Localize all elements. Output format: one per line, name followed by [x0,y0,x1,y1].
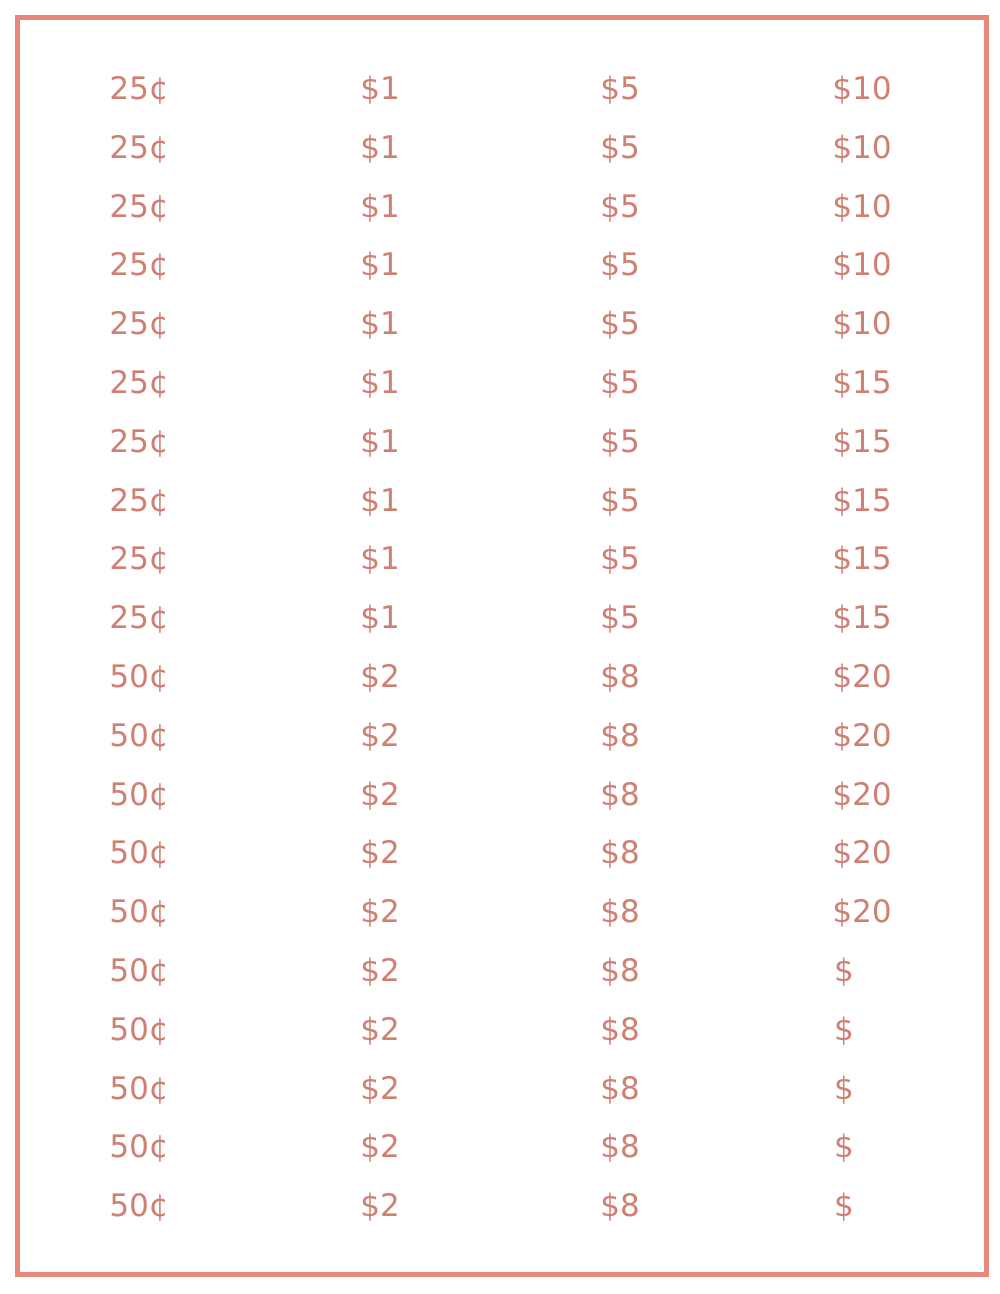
amount-row [0,824,1000,883]
amount-cell: 25¢ [109,541,169,578]
amount-cell: 25¢ [109,247,169,284]
amount-cell: $8 [600,952,640,989]
amount-cell: $ [834,1011,854,1048]
amount-cell: $5 [600,423,640,460]
amount-cell: $1 [360,247,400,284]
amount-row [0,472,1000,531]
amount-cell: $5 [600,71,640,107]
amount-cell: $5 [600,600,640,637]
amount-cell: $1 [360,71,400,107]
amount-cell: 25¢ [109,364,169,401]
amount-cell: 25¢ [109,129,169,166]
amount-cell: $2 [360,894,400,931]
amount-grid [0,60,1000,1236]
amount-cell: 50¢ [109,894,169,931]
amount-cell: 25¢ [109,188,169,225]
amount-cell: $2 [360,1011,400,1048]
amount-cell: $1 [360,541,400,578]
amount-cell: $5 [600,306,640,343]
amount-row [0,236,1000,295]
amount-row [0,942,1000,1001]
amount-cell: 25¢ [109,306,169,343]
amount-row [0,707,1000,766]
amount-cell: $ [834,1188,854,1225]
amount-row [0,589,1000,648]
amount-cell: $8 [600,1070,640,1107]
amount-row [0,883,1000,942]
amount-row [0,648,1000,707]
amount-cell: $20 [832,835,892,872]
amount-cell: $8 [600,1011,640,1048]
amount-cell: $20 [832,894,892,931]
amount-cell: $2 [360,1188,400,1225]
amount-cell: $5 [600,247,640,284]
amount-cell: $8 [600,1129,640,1166]
amount-cell: $5 [600,541,640,578]
amount-cell: 25¢ [109,71,169,107]
amount-row [0,1177,1000,1236]
amount-cell: $ [834,952,854,989]
amount-cell: $15 [832,482,892,519]
amount-cell: 25¢ [109,423,169,460]
amount-cell: 50¢ [109,952,169,989]
amount-cell: $20 [832,776,892,813]
amount-cell: $10 [832,129,892,166]
amount-cell: $15 [832,541,892,578]
amount-cell: $1 [360,129,400,166]
amount-cell: $10 [832,188,892,225]
amount-cell: $2 [360,1129,400,1166]
amount-cell: 50¢ [109,1070,169,1107]
amount-cell: $10 [832,71,892,107]
amount-cell: $10 [832,306,892,343]
amount-cell: $20 [832,717,892,754]
amount-row [0,295,1000,354]
amount-cell: $1 [360,306,400,343]
amount-cell: $2 [360,1070,400,1107]
amount-cell: $5 [600,364,640,401]
amount-cell: $2 [360,717,400,754]
amount-cell: $8 [600,894,640,931]
amount-cell: $2 [360,835,400,872]
amount-row [0,1001,1000,1060]
amount-cell: $ [834,1129,854,1166]
amount-cell: 25¢ [109,600,169,637]
amount-cell: $1 [360,482,400,519]
amount-cell: $5 [600,129,640,166]
amount-cell: $5 [600,482,640,519]
amount-cell: 50¢ [109,776,169,813]
amount-cell: $2 [360,952,400,989]
amount-cell: $8 [600,658,640,695]
amount-cell: $8 [600,717,640,754]
amount-cell: $8 [600,1188,640,1225]
amount-cell: $10 [832,247,892,284]
amount-cell: $ [834,1070,854,1107]
amount-cell: 25¢ [109,482,169,519]
amount-row [0,60,1000,119]
amount-cell: 50¢ [109,835,169,872]
amount-cell: 50¢ [109,1129,169,1166]
amount-cell: $5 [600,188,640,225]
amount-cell: $20 [832,658,892,695]
amount-row [0,1118,1000,1177]
amount-row [0,530,1000,589]
amount-row [0,119,1000,178]
amount-cell: $8 [600,776,640,813]
amount-row [0,354,1000,413]
amount-cell: $8 [600,835,640,872]
amount-cell: $15 [832,423,892,460]
amount-cell: $2 [360,776,400,813]
amount-row [0,1060,1000,1119]
amount-cell: 50¢ [109,717,169,754]
amount-cell: 50¢ [109,1011,169,1048]
amount-cell: $15 [832,364,892,401]
amount-cell: $2 [360,658,400,695]
amount-cell: $1 [360,600,400,637]
amount-cell: 50¢ [109,1188,169,1225]
amount-cell: $1 [360,188,400,225]
amount-cell: $1 [360,364,400,401]
amount-cell: $15 [832,600,892,637]
amount-row [0,178,1000,237]
amount-cell: 50¢ [109,658,169,695]
amount-row [0,766,1000,825]
amount-row [0,413,1000,472]
amount-cell: $1 [360,423,400,460]
